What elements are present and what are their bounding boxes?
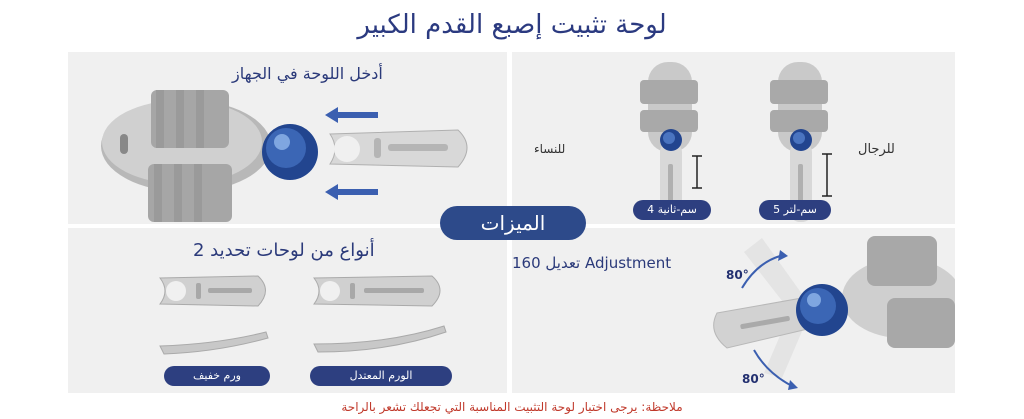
arrow-left-bottom — [325, 184, 378, 200]
page-title: لوحة تثبيت إصبع القدم الكبير — [357, 10, 667, 40]
footer-note: ملاحظة: يرجى اختيار لوحة التثبيت المناسبة التي تجعلك تشعر بالراحة — [341, 400, 683, 414]
insert-plate-illustration — [68, 52, 507, 224]
plate-types-panel — [68, 228, 507, 393]
men-device — [770, 62, 828, 222]
women-device — [640, 62, 698, 212]
features-badge: الميزات — [440, 206, 586, 240]
light-plate-side — [160, 332, 268, 354]
women-label: للنساء — [534, 142, 566, 156]
women-size-badge: سم-ثانية 4 — [633, 200, 711, 220]
plate-types-heading: أنواع من لوحات تحديد 2 — [193, 240, 375, 261]
moderate-plate-side — [314, 326, 446, 352]
moderate-plate-top — [314, 276, 440, 306]
angle-up-label: 80° — [726, 268, 749, 282]
men-length-marker — [822, 154, 832, 196]
moderate-swelling-badge: الورم المعتدل — [310, 366, 452, 386]
adjustment-illustration — [512, 228, 955, 393]
light-plate-top — [160, 276, 266, 306]
light-swelling-badge: ورم خفيف — [164, 366, 270, 386]
arrow-left-top — [325, 107, 378, 123]
size-illustration — [512, 52, 955, 224]
adjustment-panel — [512, 228, 955, 393]
women-length-marker — [692, 156, 702, 188]
men-size-badge: سم-لتر 5 — [759, 200, 831, 220]
adjustment-heading: تعديل 160 Adjustment — [512, 254, 672, 272]
sizes-panel — [512, 52, 955, 224]
men-label: للرجال — [858, 142, 895, 157]
angle-down-label: 80° — [742, 372, 765, 386]
insert-plate-heading: أدخل اللوحة في الجهاز — [232, 64, 383, 83]
insert-plate-panel — [68, 52, 507, 224]
